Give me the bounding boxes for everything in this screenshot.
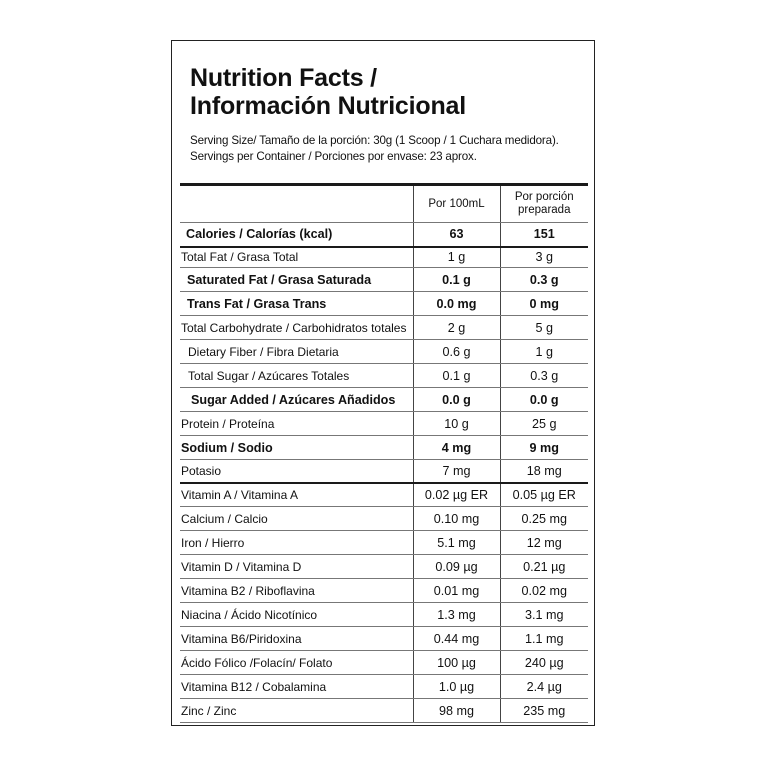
value-per-100ml: 98 mg bbox=[413, 699, 500, 723]
value-per-100ml: 1.3 mg bbox=[413, 603, 500, 627]
nutrient-name: Protein / Proteína bbox=[180, 412, 413, 436]
value-per-100ml: 5.1 mg bbox=[413, 531, 500, 555]
nutrition-table bbox=[180, 183, 588, 723]
vitamin-row bbox=[180, 531, 588, 555]
vitamin-row bbox=[180, 555, 588, 579]
value-per-serving: 3.1 mg bbox=[500, 603, 588, 627]
value-per-100ml: 0.44 mg bbox=[413, 627, 500, 651]
value-per-100ml: 0.01 mg bbox=[413, 579, 500, 603]
value-per-100ml: 0.1 g bbox=[413, 364, 500, 388]
value-per-serving: 9 mg bbox=[500, 436, 588, 460]
table-row bbox=[180, 292, 588, 316]
nutrient-name: Vitamina B12 / Cobalamina bbox=[180, 675, 413, 699]
value-per-100ml: 0.0 mg bbox=[413, 292, 500, 316]
value-per-100ml: 4 mg bbox=[413, 436, 500, 460]
value-per-serving: 1 g bbox=[500, 340, 588, 364]
value-per-100ml: 63 bbox=[413, 223, 500, 247]
table-row bbox=[180, 340, 588, 364]
nutrient-name: Vitamina B6/Piridoxina bbox=[180, 627, 413, 651]
header-per-serving: Por porción preparada bbox=[500, 185, 588, 223]
servings-per-container: Servings per Container / Porciones por envase: 23 aprox. bbox=[190, 150, 477, 163]
nutrient-name: Calories / Calorías (kcal) bbox=[180, 223, 413, 247]
value-per-100ml: 0.0 g bbox=[413, 388, 500, 412]
value-per-serving: 0.0 g bbox=[500, 388, 588, 412]
value-per-serving: 0 mg bbox=[500, 292, 588, 316]
value-per-100ml: 0.10 mg bbox=[413, 507, 500, 531]
nutrient-name: Sodium / Sodio bbox=[180, 436, 413, 460]
table-row bbox=[180, 412, 588, 436]
header-per-100ml: Por 100mL bbox=[413, 185, 500, 223]
value-per-serving: 3 g bbox=[500, 247, 588, 268]
value-per-serving: 25 g bbox=[500, 412, 588, 436]
table-row bbox=[180, 436, 588, 460]
value-per-serving: 240 µg bbox=[500, 651, 588, 675]
table-row bbox=[180, 268, 588, 292]
value-per-serving: 12 mg bbox=[500, 531, 588, 555]
nutrient-name: Saturated Fat / Grasa Saturada bbox=[180, 268, 413, 292]
value-per-serving: 235 mg bbox=[500, 699, 588, 723]
nutrient-name: Calcium / Calcio bbox=[180, 507, 413, 531]
nutrient-name: Total Fat / Grasa Total bbox=[180, 247, 413, 268]
table-row bbox=[180, 247, 588, 268]
table-header-row bbox=[180, 185, 588, 223]
value-per-serving: 0.05 µg ER bbox=[500, 483, 588, 507]
value-per-serving: 1.1 mg bbox=[500, 627, 588, 651]
nutrient-name: Dietary Fiber / Fibra Dietaria bbox=[180, 340, 413, 364]
value-per-serving: 18 mg bbox=[500, 460, 588, 483]
vitamin-row bbox=[180, 483, 588, 507]
title-line-spanish: Información Nutricional bbox=[190, 92, 466, 120]
table-row bbox=[180, 388, 588, 412]
vitamin-row bbox=[180, 603, 588, 627]
nutrient-name: Total Sugar / Azúcares Totales bbox=[180, 364, 413, 388]
table-row bbox=[180, 316, 588, 340]
value-per-100ml: 0.6 g bbox=[413, 340, 500, 364]
value-per-serving: 0.02 mg bbox=[500, 579, 588, 603]
nutrient-name: Zinc / Zinc bbox=[180, 699, 413, 723]
value-per-100ml: 0.02 µg ER bbox=[413, 483, 500, 507]
nutrient-name: Ácido Fólico /Folacín/ Folato bbox=[180, 651, 413, 675]
nutrient-name: Potasio bbox=[180, 460, 413, 483]
value-per-100ml: 2 g bbox=[413, 316, 500, 340]
value-per-serving: 0.3 g bbox=[500, 364, 588, 388]
vitamin-row bbox=[180, 699, 588, 723]
value-per-serving: 2.4 µg bbox=[500, 675, 588, 699]
title-line-english: Nutrition Facts / bbox=[190, 64, 377, 92]
header-blank-cell bbox=[180, 185, 413, 223]
serving-size: Serving Size/ Tamaño de la porción: 30g (1 Scoop / 1 Cuchara medidora). bbox=[190, 134, 559, 147]
value-per-100ml: 7 mg bbox=[413, 460, 500, 483]
nutrition-label bbox=[171, 40, 595, 726]
calories-row bbox=[180, 223, 588, 247]
nutrient-name: Niacina / Ácido Nicotínico bbox=[180, 603, 413, 627]
serving-info bbox=[190, 133, 559, 165]
vitamin-row bbox=[180, 651, 588, 675]
nutrient-name: Vitamin D / Vitamina D bbox=[180, 555, 413, 579]
vitamin-row bbox=[180, 579, 588, 603]
nutrient-name: Iron / Hierro bbox=[180, 531, 413, 555]
label-title bbox=[190, 64, 466, 120]
vitamin-row bbox=[180, 675, 588, 699]
nutrient-name: Vitamina B2 / Riboflavina bbox=[180, 579, 413, 603]
nutrient-name: Vitamin A / Vitamina A bbox=[180, 483, 413, 507]
value-per-serving: 0.25 mg bbox=[500, 507, 588, 531]
nutrient-name: Sugar Added / Azúcares Añadidos bbox=[180, 388, 413, 412]
value-per-100ml: 0.09 µg bbox=[413, 555, 500, 579]
nutrient-name: Trans Fat / Grasa Trans bbox=[180, 292, 413, 316]
nutrient-name: Total Carbohydrate / Carbohidratos totales bbox=[180, 316, 413, 340]
value-per-100ml: 0.1 g bbox=[413, 268, 500, 292]
value-per-100ml: 10 g bbox=[413, 412, 500, 436]
value-per-serving: 5 g bbox=[500, 316, 588, 340]
value-per-serving: 0.21 µg bbox=[500, 555, 588, 579]
vitamin-row bbox=[180, 507, 588, 531]
table-row bbox=[180, 460, 588, 483]
vitamin-row bbox=[180, 627, 588, 651]
value-per-serving: 0.3 g bbox=[500, 268, 588, 292]
table-row bbox=[180, 364, 588, 388]
value-per-serving: 151 bbox=[500, 223, 588, 247]
value-per-100ml: 1 g bbox=[413, 247, 500, 268]
value-per-100ml: 100 µg bbox=[413, 651, 500, 675]
value-per-100ml: 1.0 µg bbox=[413, 675, 500, 699]
